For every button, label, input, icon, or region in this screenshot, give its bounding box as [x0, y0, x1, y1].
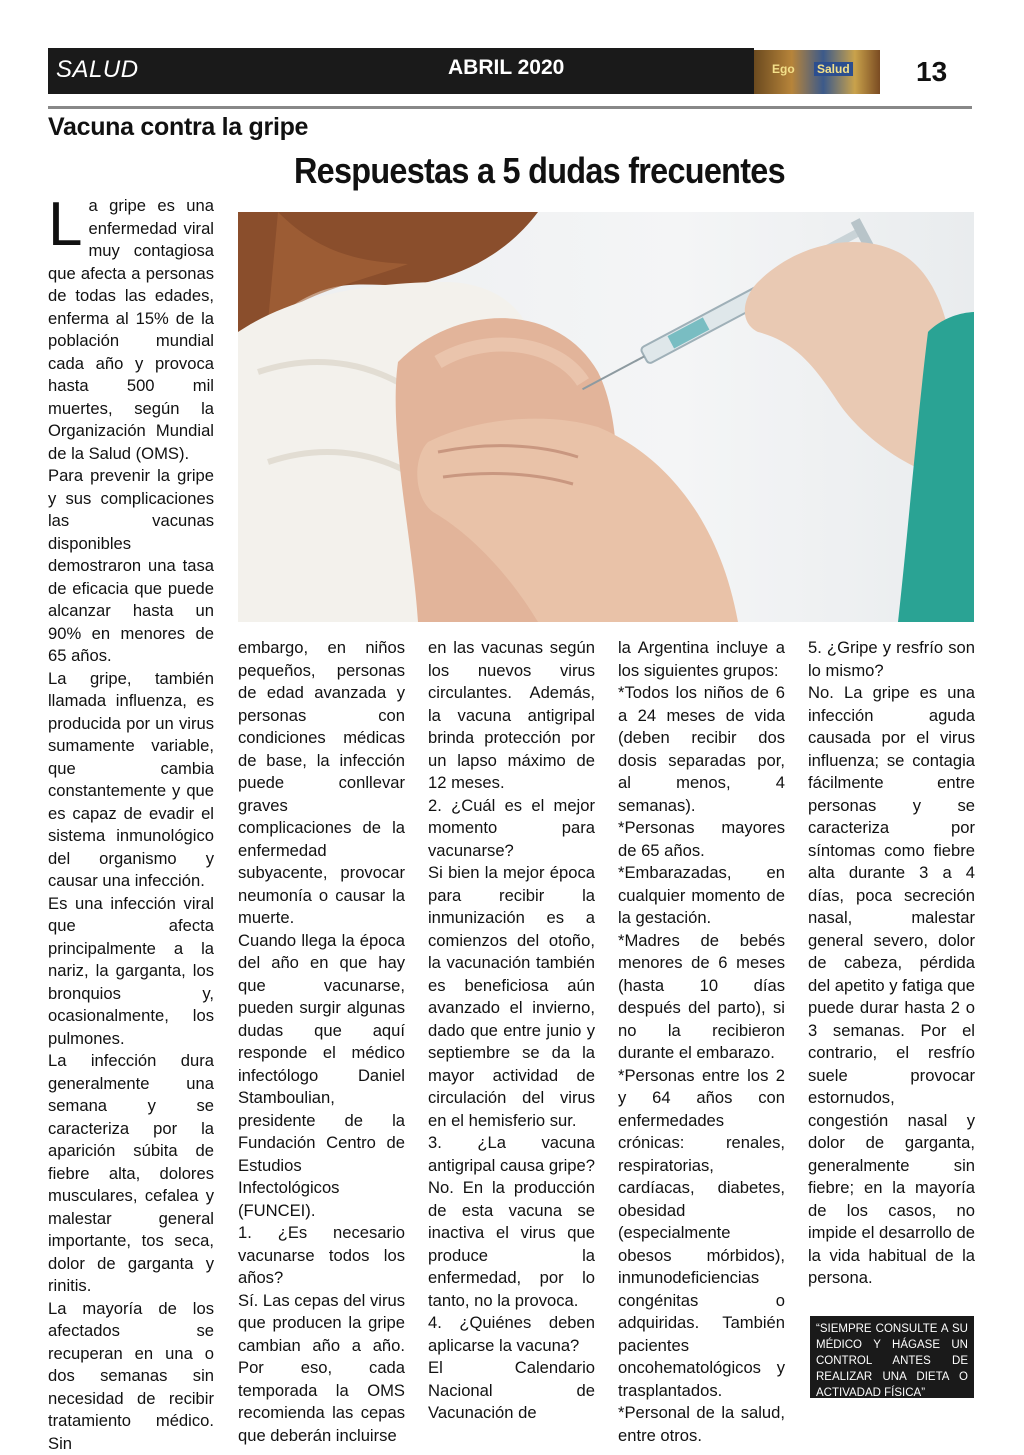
- list-item: *Personal de la salud, entre otros.: [618, 1402, 785, 1447]
- list-item: *Todos los niños de 6 a 24 meses de vida (deben recibir dos dosis separadas por, al menos, 4 semanas).: [618, 682, 785, 817]
- paragraph: No. En la producción de esta vacuna se inactiva el virus que produce la enfermedad, por lo tanto, no la provoca.: [428, 1177, 595, 1312]
- ego-salud-logo: [754, 50, 880, 94]
- paragraph: embargo, en niños pequeños, personas de edad avanzada y personas con condiciones médicas de base, la infección puede conllevar graves complicaciones de la enfermedad subyacente, provocar neumonía o causar la muerte.: [238, 637, 405, 930]
- logo-text-salud: Salud: [814, 62, 853, 76]
- paragraph: El Calendario Nacional de Vacunación de: [428, 1357, 595, 1425]
- article-kicker: Vacuna contra la gripe: [48, 113, 308, 142]
- vaccination-photo: [238, 212, 974, 622]
- page-header: [48, 48, 972, 94]
- paragraph: Si bien la mejor época para recibir la inmunización es a comienzos del otoño, la vacunación también es beneficiosa aún avanzado el invierno, dado que entre junio y septiembre se da la mayor actividad de circulación del virus en el hemisferio sur.: [428, 862, 595, 1132]
- issue-date: ABRIL 2020: [448, 56, 564, 80]
- paragraph: Para prevenir la gripe y sus complicaciones las vacunas disponibles demostraron una tasa de eficacia que puede alcanzar hasta un 90% en menores de 65 años.: [48, 465, 214, 668]
- article-column-1: [48, 195, 214, 1455]
- article-column-4: [618, 637, 785, 1447]
- advice-quote-box: “SIEMPRE CONSULTE A SU MÉDICO Y HÁGASE UN CONTROL ANTES DE REALIZAR UNA DIETA O ACTIVADAD FÍSICA”: [810, 1316, 974, 1398]
- paragraph: No. La gripe es una infección aguda causada por el virus influenza; se contagia fácilmente entre personas y se caracteriza por síntomas como fiebre alta durante 3 a 4 días, poca secreción nasal, malestar general severo, dolor de cabeza, pérdida del apetito y fatiga que puede durar hasta 2 o 3 semanas. Por el contrario, el resfrío suele provocar estornudos, congestión nasal y dolor de garganta, generalmente sin fiebre; en la mayoría de los casos, no impide el desarrollo de la vida habitual de la persona.: [808, 682, 975, 1290]
- article-column-3: [428, 637, 595, 1425]
- article-column-5: [808, 637, 975, 1290]
- list-item: *Personas mayores de 65 años.: [618, 817, 785, 862]
- paragraph: Sí. Las cepas del virus que producen la gripe cambian año a año. Por eso, cada temporada la OMS recomienda las cepas que deberán incluirse: [238, 1290, 405, 1448]
- header-rule: [48, 106, 972, 109]
- paragraph: La gripe es una enfermedad viral muy contagiosa que afecta a personas de todas las edades, enferma al 15% de la población mundial cada año y provoca hasta 500 mil muertes, según la Organización Mundial de la Salud (OMS).: [48, 195, 214, 465]
- list-item: *Madres de bebés menores de 6 meses (hasta 10 días después del parto), si no la recibieron durante el embarazo.: [618, 930, 785, 1065]
- paragraph: La gripe, también llamada influenza, es producida por un virus sumamente variable, que cambia constantemente y que es capaz de evadir el sistema inmunológico del organismo y causar una infección.: [48, 668, 214, 893]
- question-2: 2. ¿Cuál es el mejor momento para vacunarse?: [428, 795, 595, 863]
- paragraph: la Argentina incluye a los siguientes grupos:: [618, 637, 785, 682]
- paragraph: Cuando llega la época del año en que hay que vacunarse, pueden surgir algunas dudas que aquí responde el médico infectólogo Daniel Stamboulian, presidente de la Fundación Centro de Estudios Infectológicos (FUNCEI).: [238, 930, 405, 1223]
- article-headline: Respuestas a 5 dudas frecuentes: [294, 150, 785, 192]
- page-number: 13: [916, 56, 947, 88]
- drop-cap: L: [48, 199, 82, 251]
- paragraph: Es una infección viral que afecta principalmente a la nariz, la garganta, los bronquios y, ocasionalmente, los pulmones.: [48, 893, 214, 1051]
- paragraph: en las vacunas según los nuevos virus circulantes. Además, la vacuna antigripal brinda protección por un lapso máximo de 12 meses.: [428, 637, 595, 795]
- section-label: SALUD: [56, 56, 139, 84]
- vaccination-illustration: [238, 212, 974, 622]
- question-1: 1. ¿Es necesario vacunarse todos los años?: [238, 1222, 405, 1290]
- question-3: 3. ¿La vacuna antigripal causa gripe?: [428, 1132, 595, 1177]
- paragraph: La mayoría de los afectados se recuperan en una o dos semanas sin necesidad de recibir tratamiento médico. Sin: [48, 1298, 214, 1455]
- list-item: *Embarazadas, en cualquier momento de la gestación.: [618, 862, 785, 930]
- list-item: *Personas entre los 2 y 64 años con enfermedades crónicas: renales, respiratorias, cardíacas, diabetes, obesidad (especialmente obesos mórbidos), inmunodeficiencias congénitas o adquiridas. También pacientes oncohematológicos y trasplantados.: [618, 1065, 785, 1403]
- logo-text-ego: Ego: [772, 62, 795, 76]
- paragraph: La infección dura generalmente una semana y se caracteriza por la aparición súbita de fiebre alta, dolores musculares, cefalea y malestar general importante, tos seca, dolor de garganta y rinitis.: [48, 1050, 214, 1298]
- article-column-2: [238, 637, 405, 1447]
- question-5: 5. ¿Gripe y resfrío son lo mismo?: [808, 637, 975, 682]
- header-bar: [48, 48, 754, 94]
- question-4: 4. ¿Quiénes deben aplicarse la vacuna?: [428, 1312, 595, 1357]
